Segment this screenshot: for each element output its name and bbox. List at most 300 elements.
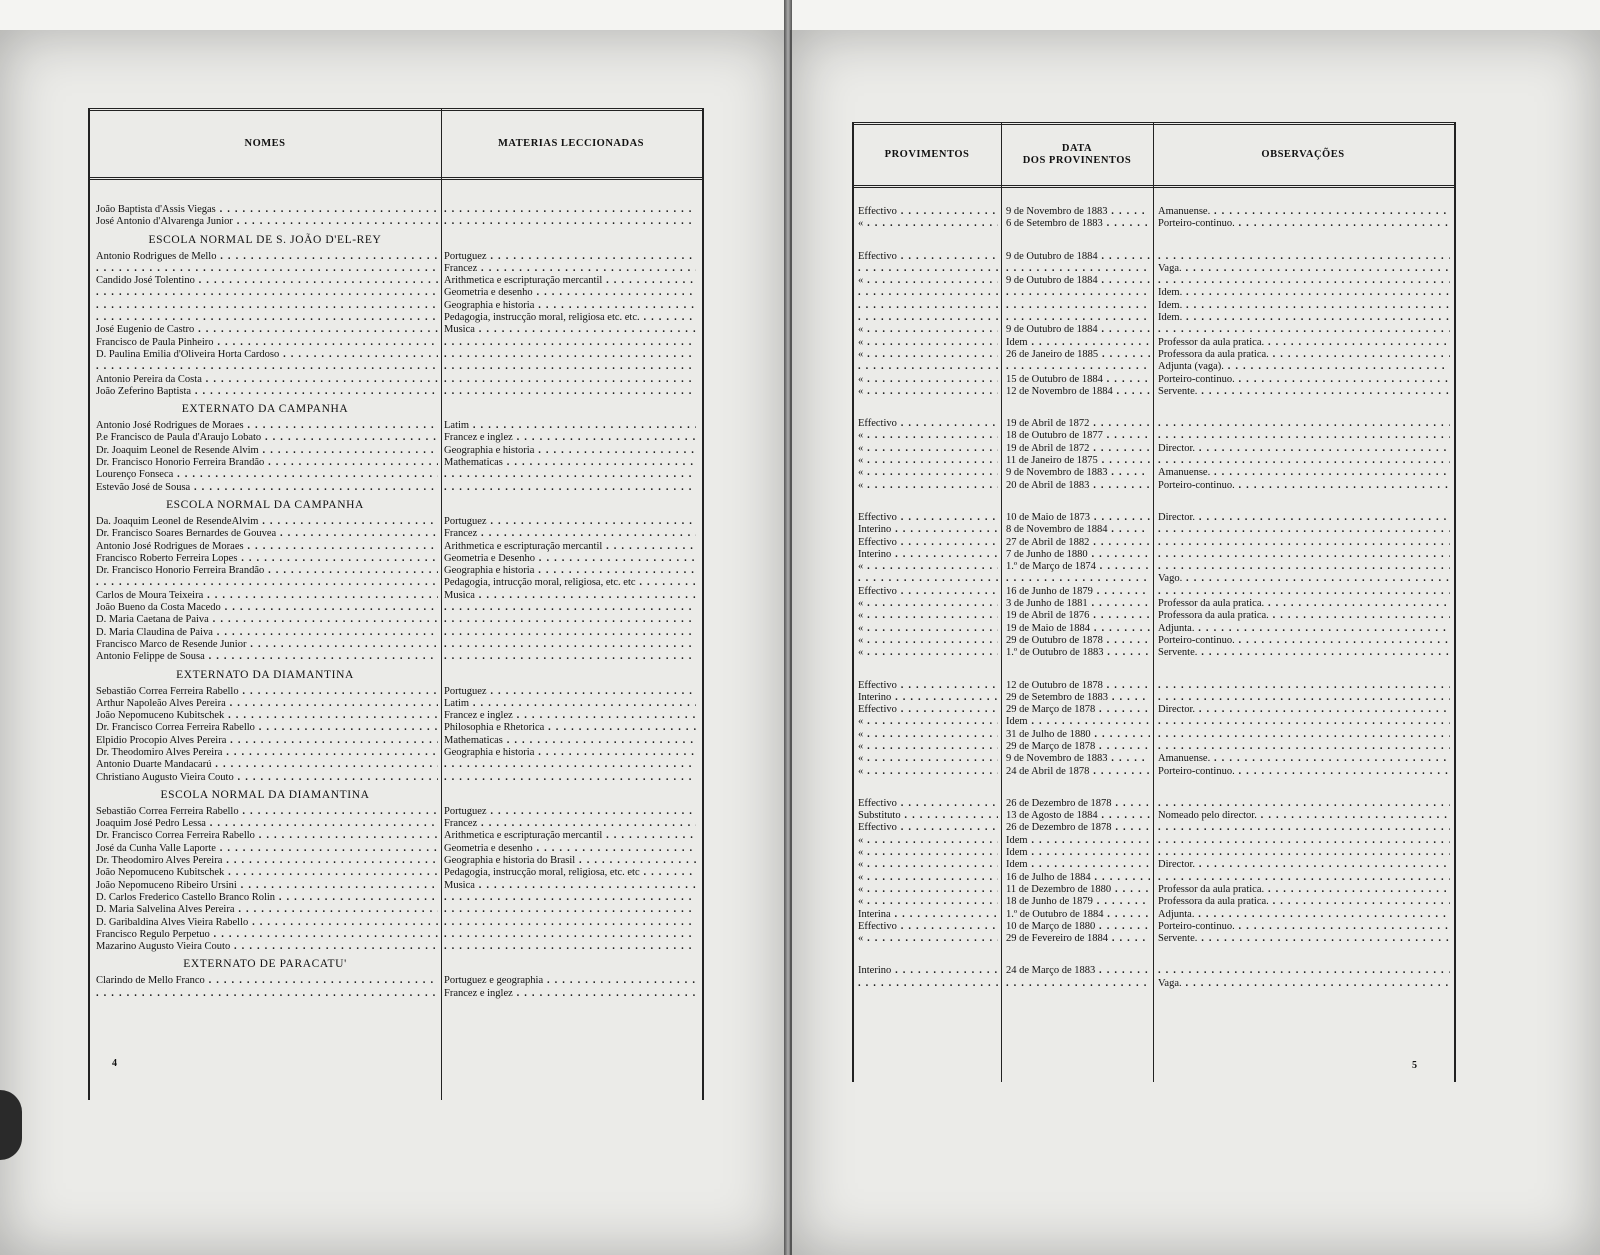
left-table-header [90, 108, 702, 180]
staff-name-text: Francisco de Paula Pinheiro [96, 336, 214, 348]
observation-text: Porteiro-continuo. [1158, 373, 1235, 385]
subject [444, 880, 696, 892]
staff-row [90, 975, 702, 987]
staff-name-text: Christiano Augusto Vieira Couto [96, 771, 234, 783]
staff-name-text: Dr. Francisco Honorio Ferreira Brandão [96, 457, 265, 469]
subject [444, 806, 696, 818]
provimento-text: « [858, 479, 864, 491]
appointment-row [854, 218, 1454, 230]
observation [1158, 573, 1450, 585]
appointment-row [854, 287, 1454, 299]
appointment-date [1006, 349, 1150, 361]
section-heading: ESCOLA NORMAL DE S. JOÃO D'EL-REY [148, 233, 382, 246]
staff-name [96, 553, 438, 565]
appointment-row [854, 337, 1454, 349]
appointment-date [1006, 549, 1150, 561]
staff-name [96, 312, 438, 324]
subject [444, 892, 696, 904]
staff-row [90, 855, 702, 867]
staff-name [96, 251, 438, 263]
subject [444, 516, 696, 528]
observation [1158, 263, 1450, 275]
subject-text: Francez [444, 818, 478, 830]
subject [444, 374, 696, 386]
appointment-row [854, 647, 1454, 659]
provimento [858, 872, 998, 884]
appointment-row [854, 847, 1454, 859]
staff-name [96, 482, 438, 494]
staff-name-text: Carlos de Moura Teixeira [96, 589, 204, 601]
appointment-date [1006, 692, 1150, 704]
subject [444, 772, 696, 784]
provimento [858, 275, 998, 287]
appointment-row [854, 386, 1454, 398]
subject [444, 577, 696, 589]
observation [1158, 921, 1450, 933]
staff-row [90, 528, 702, 540]
observation [1158, 218, 1450, 230]
provimento [858, 753, 998, 765]
left-rows [90, 204, 702, 1000]
staff-row [90, 361, 702, 373]
staff-name [96, 818, 438, 830]
staff-name [96, 686, 438, 698]
staff-row [90, 516, 702, 528]
appointment-row [854, 978, 1454, 990]
appointment-row [854, 324, 1454, 336]
staff-name [96, 541, 438, 553]
provimento-text: « [858, 455, 864, 467]
staff-name [96, 651, 438, 663]
provimento-text: « [858, 598, 864, 610]
appointment-date-text: 9 de Outubro de 1884 [1006, 275, 1098, 287]
subject [444, 204, 696, 216]
provimento [858, 933, 998, 945]
appointment-date-text: 1.º de Outubro de 1883 [1006, 647, 1104, 659]
subject-text: Geometria e desenho [444, 842, 533, 854]
observation [1158, 537, 1450, 549]
subject-text: Francez e inglez [444, 432, 513, 444]
observation-text: Vaga. [1158, 262, 1182, 274]
provimento [858, 978, 998, 990]
provimento [858, 480, 998, 492]
provimento-text: Effectivo [858, 511, 897, 523]
provimento [858, 561, 998, 573]
observation [1158, 374, 1450, 386]
appointment-row [854, 418, 1454, 430]
staff-row [90, 420, 702, 432]
staff-row [90, 287, 702, 299]
appointment-date [1006, 374, 1150, 386]
staff-name-text: Dr. Francisco Soares Bernardes de Gouvea [96, 528, 277, 540]
observation-text: Servente. [1158, 647, 1198, 659]
staff-row [90, 698, 702, 710]
appointment-date-text: 7 de Junho de 1880 [1006, 548, 1088, 560]
provimento [858, 623, 998, 635]
subject [444, 275, 696, 287]
staff-name [96, 627, 438, 639]
staff-name [96, 880, 438, 892]
subject-text: Geographia e historia [444, 299, 535, 311]
appointment-date [1006, 312, 1150, 324]
provimento [858, 443, 998, 455]
section-heading: EXTERNATO DA CAMPANHA [181, 403, 349, 416]
subject [444, 747, 696, 759]
observation [1158, 598, 1450, 610]
observation [1158, 480, 1450, 492]
provimento [858, 467, 998, 479]
staff-name [96, 287, 438, 299]
observation-text: Vago. [1158, 573, 1183, 585]
appointment-date-text: 10 de Março de 1880 [1006, 920, 1096, 932]
appointment-date-text: 10 de Maio de 1873 [1006, 511, 1090, 523]
appointment-date-text: 18 de Junho de 1879 [1006, 896, 1093, 908]
staff-name [96, 975, 438, 987]
header-subjects: MATERIAS LECCIONADAS [497, 138, 645, 149]
observation-text: Idem. [1158, 299, 1183, 311]
appointment-date [1006, 573, 1150, 585]
observation [1158, 704, 1450, 716]
staff-name-text: Antonio José Rodrigues de Moraes [96, 420, 244, 432]
appointment-date [1006, 623, 1150, 635]
provimento [858, 896, 998, 908]
staff-row [90, 553, 702, 565]
appointment-date [1006, 872, 1150, 884]
provimento [858, 361, 998, 373]
staff-name-text: Antonio Rodrigues de Mello [96, 250, 217, 262]
appointment-date [1006, 610, 1150, 622]
appointment-row [854, 872, 1454, 884]
appointment-date [1006, 680, 1150, 692]
subject-text: Portuguez e geographia [444, 975, 544, 987]
subject [444, 843, 696, 855]
staff-row [90, 482, 702, 494]
staff-row [90, 565, 702, 577]
appointment-row [854, 835, 1454, 847]
subject [444, 759, 696, 771]
observation [1158, 729, 1450, 741]
provimento [858, 573, 998, 585]
observation-text: Nomeado pelo director. [1158, 810, 1257, 822]
provimento [858, 835, 998, 847]
subject-text: Portuguez [444, 805, 487, 817]
subject-text: Mathematicas [444, 734, 503, 746]
observation-text: Amanuense. [1158, 206, 1211, 217]
subject [444, 251, 696, 263]
staff-row [90, 904, 702, 916]
section-heading: ESCOLA NORMAL DA CAMPANHA [166, 498, 364, 511]
observation-text: Professor da aula pratica. [1158, 336, 1265, 348]
appointment-date [1006, 430, 1150, 442]
subject [444, 287, 696, 299]
staff-row [90, 275, 702, 287]
subject [444, 590, 696, 602]
subject-text: Geographia e historia [444, 444, 535, 456]
provimento [858, 537, 998, 549]
staff-row [90, 312, 702, 324]
provimento [858, 218, 998, 230]
appointment-date-text: 1.º de Março de 1874 [1006, 561, 1096, 573]
appointment-date [1006, 741, 1150, 753]
staff-name-text: Joaquim José Pedro Lessa [96, 818, 206, 830]
observation [1158, 524, 1450, 536]
observation [1158, 933, 1450, 945]
staff-row [90, 929, 702, 941]
staff-name-text: Sebastião Correa Ferreira Rabello [96, 805, 239, 817]
section-heading-row [90, 494, 702, 516]
provimento [858, 300, 998, 312]
appointment-date [1006, 598, 1150, 610]
appointment-row [854, 859, 1454, 871]
provimento-text: Effectivo [858, 206, 897, 217]
provimento [858, 692, 998, 704]
provimento-text: Interino [858, 524, 892, 536]
staff-name [96, 420, 438, 432]
provimento [858, 598, 998, 610]
staff-row [90, 263, 702, 275]
section-heading: ESCOLA NORMAL DA DIAMANTINA [160, 788, 370, 801]
provimento-text: « [858, 622, 864, 634]
staff-row [90, 445, 702, 457]
observation-text: Porteiro-continuo. [1158, 765, 1235, 777]
appointment-date-text: 12 de Outubro de 1878 [1006, 679, 1103, 691]
appointment-date-text: Idem [1006, 834, 1028, 846]
section-heading-row [90, 784, 702, 806]
staff-row [90, 651, 702, 663]
staff-name-text: João Bueno da Costa Macedo [96, 602, 221, 614]
staff-name-text: Arthur Napoleão Alves Pereira [96, 697, 226, 709]
provimento-text: Substituto [858, 810, 901, 822]
observation [1158, 753, 1450, 765]
subject [444, 867, 696, 879]
staff-name [96, 602, 438, 614]
appointment-date [1006, 524, 1150, 536]
spacer-row [854, 945, 1454, 965]
staff-name-text: Da. Joaquim Leonel de ResendeAlvim [96, 515, 259, 527]
observation [1158, 586, 1450, 598]
appointment-date-text: Idem [1006, 847, 1028, 859]
staff-name [96, 855, 438, 867]
appointment-row [854, 884, 1454, 896]
subject-text: Portuguez [444, 250, 487, 262]
appointment-date [1006, 884, 1150, 896]
appointment-row [854, 263, 1454, 275]
observation [1158, 561, 1450, 573]
provimento-text: « [858, 933, 864, 945]
provimento-text: Effectivo [858, 536, 897, 548]
staff-row [90, 988, 702, 1000]
appointment-date [1006, 386, 1150, 398]
provimento-text: « [858, 348, 864, 360]
provimento-text: « [858, 634, 864, 646]
appointment-date-text: 13 de Agosto de 1884 [1006, 810, 1098, 822]
subject-text: Arithmetica e escripturação mercantil [444, 830, 603, 842]
right-page [790, 30, 1600, 1255]
appointment-date-text: 29 de Março de 1878 [1006, 740, 1096, 752]
staff-name [96, 710, 438, 722]
provimento-text: « [858, 275, 864, 287]
appointment-date [1006, 455, 1150, 467]
observation [1158, 978, 1450, 990]
subject [444, 528, 696, 540]
subject [444, 300, 696, 312]
staff-row [90, 590, 702, 602]
subject-text: Geometria e Desenho [444, 552, 535, 564]
appointment-date-text: 9 de Novembro de 1883 [1006, 753, 1108, 765]
subject-text: Portuguez [444, 515, 487, 527]
spacer-row [854, 660, 1454, 680]
staff-name [96, 747, 438, 759]
staff-row [90, 639, 702, 651]
appointment-date-text: 9 de Novembro de 1883 [1006, 206, 1108, 217]
staff-row [90, 722, 702, 734]
staff-name [96, 722, 438, 734]
appointment-date [1006, 300, 1150, 312]
staff-name [96, 361, 438, 373]
staff-name-text: Antonio Pereira da Costa [96, 373, 202, 385]
subject-text: Philosophia e Rhetorica [444, 722, 545, 734]
observation-text: Director. [1158, 859, 1196, 871]
appointment-row [854, 480, 1454, 492]
appointment-date-text: 26 de Dezembro de 1878 [1006, 822, 1112, 834]
binder-clip [0, 1090, 22, 1160]
staff-row [90, 759, 702, 771]
staff-row [90, 204, 702, 216]
staff-name [96, 374, 438, 386]
subject-text: Geometria e desenho [444, 287, 533, 299]
provimento-text: Interino [858, 691, 892, 703]
staff-name [96, 349, 438, 361]
appointment-date-text: 19 de Maio de 1884 [1006, 622, 1090, 634]
observation [1158, 549, 1450, 561]
appointment-row [854, 766, 1454, 778]
observation [1158, 467, 1450, 479]
subject-text: Latim [444, 420, 470, 432]
appointment-row [854, 312, 1454, 324]
observation-text: Porteiro-continuo. [1158, 634, 1235, 646]
observation-text: Professora da aula pratica. [1158, 610, 1269, 622]
provimento [858, 430, 998, 442]
observation [1158, 635, 1450, 647]
subject [444, 710, 696, 722]
subject [444, 469, 696, 481]
page-number-right: 5 [1412, 1060, 1417, 1071]
appointment-date [1006, 480, 1150, 492]
staff-name-text: João Nepomuceno Kubitschek [96, 867, 225, 879]
observation [1158, 965, 1450, 977]
appointment-date [1006, 896, 1150, 908]
staff-name [96, 445, 438, 457]
staff-name [96, 941, 438, 953]
appointment-date-text: 16 de Junho de 1879 [1006, 585, 1093, 597]
appointment-date [1006, 822, 1150, 834]
staff-name-text: D. Maria Salvelina Alves Pereira [96, 904, 235, 916]
staff-name [96, 324, 438, 336]
provimento [858, 374, 998, 386]
staff-row [90, 349, 702, 361]
provimento [858, 349, 998, 361]
provimento-text: Effectivo [858, 250, 897, 262]
subject [444, 929, 696, 941]
appointment-date-text: 11 de Janeiro de 1875 [1006, 455, 1098, 467]
staff-row [90, 577, 702, 589]
provimento [858, 965, 998, 977]
spacer-row [854, 231, 1454, 251]
staff-row [90, 614, 702, 626]
provimento [858, 680, 998, 692]
appointment-date [1006, 537, 1150, 549]
provimento-text: « [858, 728, 864, 740]
appointment-row [854, 635, 1454, 647]
staff-name [96, 337, 438, 349]
subject [444, 904, 696, 916]
appointment-date [1006, 206, 1150, 218]
staff-row [90, 772, 702, 784]
staff-name-text: Dr. Theodomiro Alves Pereira [96, 855, 223, 867]
subject [444, 541, 696, 553]
provimento-text: « [858, 610, 864, 622]
observation-text: Professora da aula pratica. [1158, 348, 1269, 360]
staff-name [96, 892, 438, 904]
observation [1158, 386, 1450, 398]
observation [1158, 716, 1450, 728]
provimento-text: Interino [858, 965, 892, 977]
observation [1158, 455, 1450, 467]
appointment-date [1006, 647, 1150, 659]
staff-row [90, 747, 702, 759]
provimento [858, 822, 998, 834]
observation [1158, 835, 1450, 847]
appointment-date-text: 9 de Outubro de 1884 [1006, 324, 1098, 336]
staff-row [90, 830, 702, 842]
provimento [858, 909, 998, 921]
appointment-date [1006, 704, 1150, 716]
appointment-date-text: 20 de Abril de 1883 [1006, 479, 1090, 491]
observation [1158, 896, 1450, 908]
provimento [858, 206, 998, 218]
appointment-date [1006, 716, 1150, 728]
observation [1158, 884, 1450, 896]
staff-row [90, 686, 702, 698]
provimento [858, 312, 998, 324]
appointment-row [854, 561, 1454, 573]
subject [444, 420, 696, 432]
staff-name [96, 806, 438, 818]
observation [1158, 798, 1450, 810]
staff-name-text: João Nepomuceno Ribeiro Ursini [96, 879, 237, 891]
staff-name-text: José Antonio d'Alvarenga Junior [96, 216, 233, 228]
observation-text: Director. [1158, 511, 1196, 523]
staff-row [90, 892, 702, 904]
appointment-date [1006, 418, 1150, 430]
subject [444, 975, 696, 987]
staff-name-text: José da Cunha Valle Laporte [96, 842, 216, 854]
staff-row [90, 917, 702, 929]
staff-name [96, 386, 438, 398]
appointment-row [854, 798, 1454, 810]
staff-row [90, 216, 702, 228]
right-table [852, 122, 1456, 1082]
appointment-date [1006, 218, 1150, 230]
appointment-date-text: 16 de Julho de 1884 [1006, 871, 1091, 883]
observation [1158, 847, 1450, 859]
subject-text: Mathematicas [444, 457, 503, 469]
staff-name [96, 929, 438, 941]
appointment-date [1006, 586, 1150, 598]
appointment-row [854, 549, 1454, 561]
provimento [858, 921, 998, 933]
subject [444, 312, 696, 324]
